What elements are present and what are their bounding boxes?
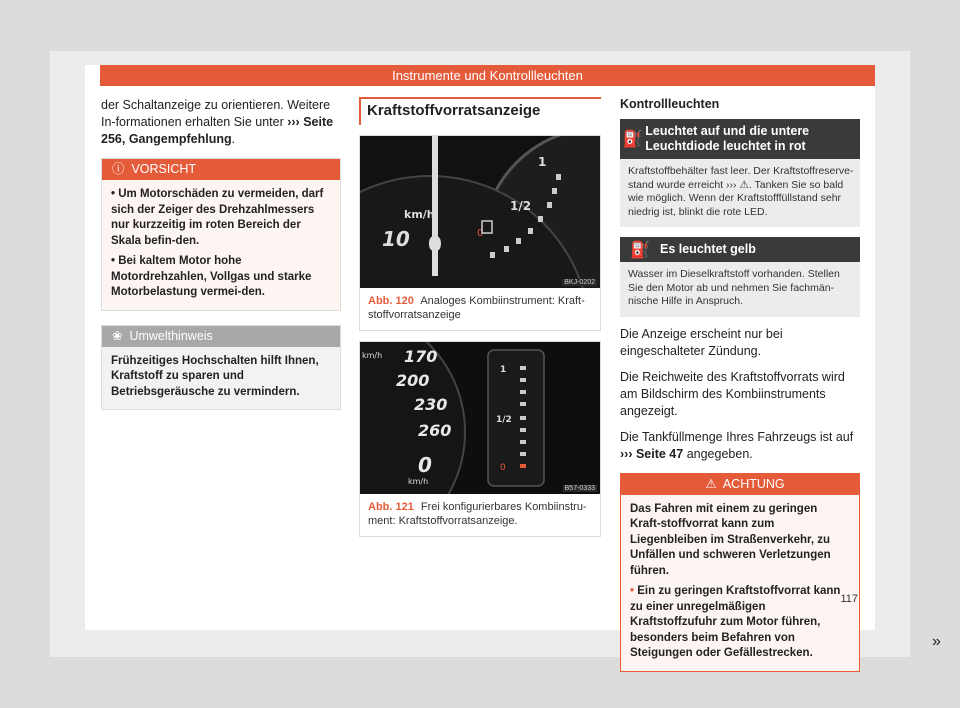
speed-200-label: 200 xyxy=(396,371,430,390)
figure-code: B57-0333 xyxy=(564,485,595,492)
column-right xyxy=(620,97,860,672)
page-header: Instrumente und Kontrollleuchten xyxy=(100,65,875,86)
environment-note-box xyxy=(101,325,341,411)
column-middle xyxy=(359,97,601,537)
caution-item-text: Bei kaltem Motor hohe Motordrehzahlen, Vollgas und starke Motorbelastung vermei-den. xyxy=(111,255,312,298)
figure-caption xyxy=(360,494,600,536)
warning-header xyxy=(621,474,859,495)
warning-light-description: Kraftstoffbehälter fast leer. Der Kraftstoffreserve-stand wurde erreicht ››› ⚠. Tanken Sie so bald wie möglich. Wenn der Kraftstofffüllstand sehr niedrig ist, blinkt die rote LED. xyxy=(620,159,860,227)
figure-121 xyxy=(359,341,601,537)
manual-page xyxy=(85,65,941,659)
warning-body xyxy=(621,495,859,671)
gauge-number-0: 0 xyxy=(428,232,442,256)
speed-260-label: 260 xyxy=(418,421,452,440)
intro-text: der Schaltanzeige zu orientieren. Weitere In-formationen erhalten Sie unter ››› Seite 256, Gangempfehlung. xyxy=(101,98,334,146)
leaf-icon: ❀ xyxy=(112,328,123,343)
warning-title: ACHTUNG xyxy=(722,476,785,491)
warning-triangle-icon: ⚠ xyxy=(705,476,717,491)
figure-caption xyxy=(360,288,600,330)
page-reference-link[interactable]: ››› Seite 256, xyxy=(101,115,334,146)
caution-body xyxy=(102,180,340,310)
warning-light-heading: Leuchtet auf und die untere Leuchtdiode leuchtet in rot xyxy=(645,124,810,153)
environment-note-text: Frühzeitiges Hochschalten hilft Ihnen, Kraftstoff zu sparen und Betriebsgeräusche zu vermindern. xyxy=(111,354,319,398)
warning-item-text: Ein zu geringen Kraftstoffvorrat kann zu einer unregelmäßigen Kraftstoffzufuhr zum Motor führen, besonders beim Befahren von Steigungen oder Gefällestrecken. xyxy=(630,585,841,659)
environment-note-header xyxy=(102,326,340,347)
fuel-pump-icon: ⛽ xyxy=(622,131,643,148)
paragraph xyxy=(620,429,860,463)
speed-unit-label: km/h xyxy=(362,351,383,360)
environment-note-title: Umwelthinweis xyxy=(129,328,213,343)
paragraph-text: angegeben. xyxy=(686,446,753,461)
digital-unit-label: km/h xyxy=(408,477,429,486)
caution-item: • Um Motorschäden zu vermeiden, darf sich der Zeiger des Drehzahlmessers nur kurzzeitig im roten Bereich der Skala befin-den. xyxy=(111,188,324,247)
figure-120 xyxy=(359,135,601,331)
page-reference-title: Gangempfehlung xyxy=(128,132,232,146)
fuel-full-label: 1 xyxy=(538,155,547,169)
column-left xyxy=(101,97,341,410)
figure-caption-text: Frei konfigurierbares Kombiinstru-ment: Kraftstoffvorratsanzeige. xyxy=(368,501,587,527)
warning-light-heading: Es leuchtet gelb xyxy=(660,242,756,256)
caution-item: • Bei kaltem Motor hohe Motordrehzahlen, Vollgas und starke Motorbelastung vermei-den. xyxy=(111,255,312,298)
paragraph-text: Die Tankfüllmenge Ihres Fahrzeugs ist auf xyxy=(620,429,854,444)
figure-number: Abb. 121 xyxy=(368,501,414,513)
speed-170-label: 170 xyxy=(404,347,438,366)
paragraph: Die Anzeige erscheint nur bei eingeschalteter Zündung. xyxy=(620,326,783,358)
info-circle-icon: ⓘ xyxy=(112,162,125,176)
section-title: Kraftstoffvorratsanzeige xyxy=(359,97,601,125)
digital-instrument-image xyxy=(360,342,600,494)
digital-zero-label: 0 xyxy=(418,453,432,477)
page-reference-link[interactable]: ››› Seite 47 xyxy=(620,446,684,461)
gauge-number-10: 10 xyxy=(382,227,410,251)
warning-item: Das Fahren mit einem zu geringen Kraft-stoffvorrat kann zum Liegenbleiben im Straßenverkehr, zu Unfällen und schweren Verletzungen führen. xyxy=(630,502,831,577)
analog-gauge-illustration xyxy=(360,136,600,288)
warning-light-row xyxy=(620,237,860,262)
water-in-diesel-icon: ⛽ xyxy=(630,241,650,259)
caution-header xyxy=(102,159,340,180)
warning-item: • Ein zu geringen Kraftstoffvorrat kann zu einer unregelmäßigen Kraftstoffzufuhr zum Motor führen, besonders beim Befahren von Steigungen oder Gefällestrecken. xyxy=(630,585,841,659)
analog-instrument-image xyxy=(360,136,600,288)
warning-light-description: Wasser im Dieselkraftstoff vorhanden. Stellen Sie den Motor ab und nehmen Sie fachmän-nische Hilfe in Anspruch. xyxy=(620,262,860,317)
fuel-empty-label: 0 xyxy=(477,228,484,239)
page-number: 117 xyxy=(840,593,858,605)
caution-title: VORSICHT xyxy=(131,162,197,176)
fuel-full-label: 1 xyxy=(500,365,507,375)
figure-caption-text: Analoges Kombiinstrument: Kraft-stoffvorratsanzeige xyxy=(368,295,585,321)
fuel-half-label: 1/2 xyxy=(510,199,532,213)
speed-230-label: 230 xyxy=(414,395,448,414)
warning-light-row xyxy=(620,119,860,159)
digital-gauge-illustration xyxy=(360,342,600,494)
caution-box xyxy=(101,158,341,311)
figure-code: BKJ-0202 xyxy=(564,279,595,286)
fuel-half-label: 1/2 xyxy=(496,415,512,425)
warning-box xyxy=(620,473,860,672)
speed-unit-label: km/h xyxy=(404,208,435,221)
page-background xyxy=(50,51,941,659)
intro-body: der Schaltanzeige zu orientieren. Weitere In-formationen erhalten Sie unter xyxy=(101,98,331,129)
fuel-empty-label: 0 xyxy=(500,463,506,473)
caution-item-text: Um Motorschäden zu vermeiden, darf sich der Zeiger des Drehzahlmessers nur kurzzeitig im roten Bereich der Skala befin-den. xyxy=(111,188,324,247)
warning-lights-title: Kontrollleuchten xyxy=(620,97,720,111)
figure-number: Abb. 120 xyxy=(368,295,414,307)
paragraph: Die Reichweite des Kraftstoffvorrats wird am Bildschirm des Kombiinstruments angezeigt. xyxy=(620,369,845,418)
continue-arrow: » xyxy=(932,633,941,650)
